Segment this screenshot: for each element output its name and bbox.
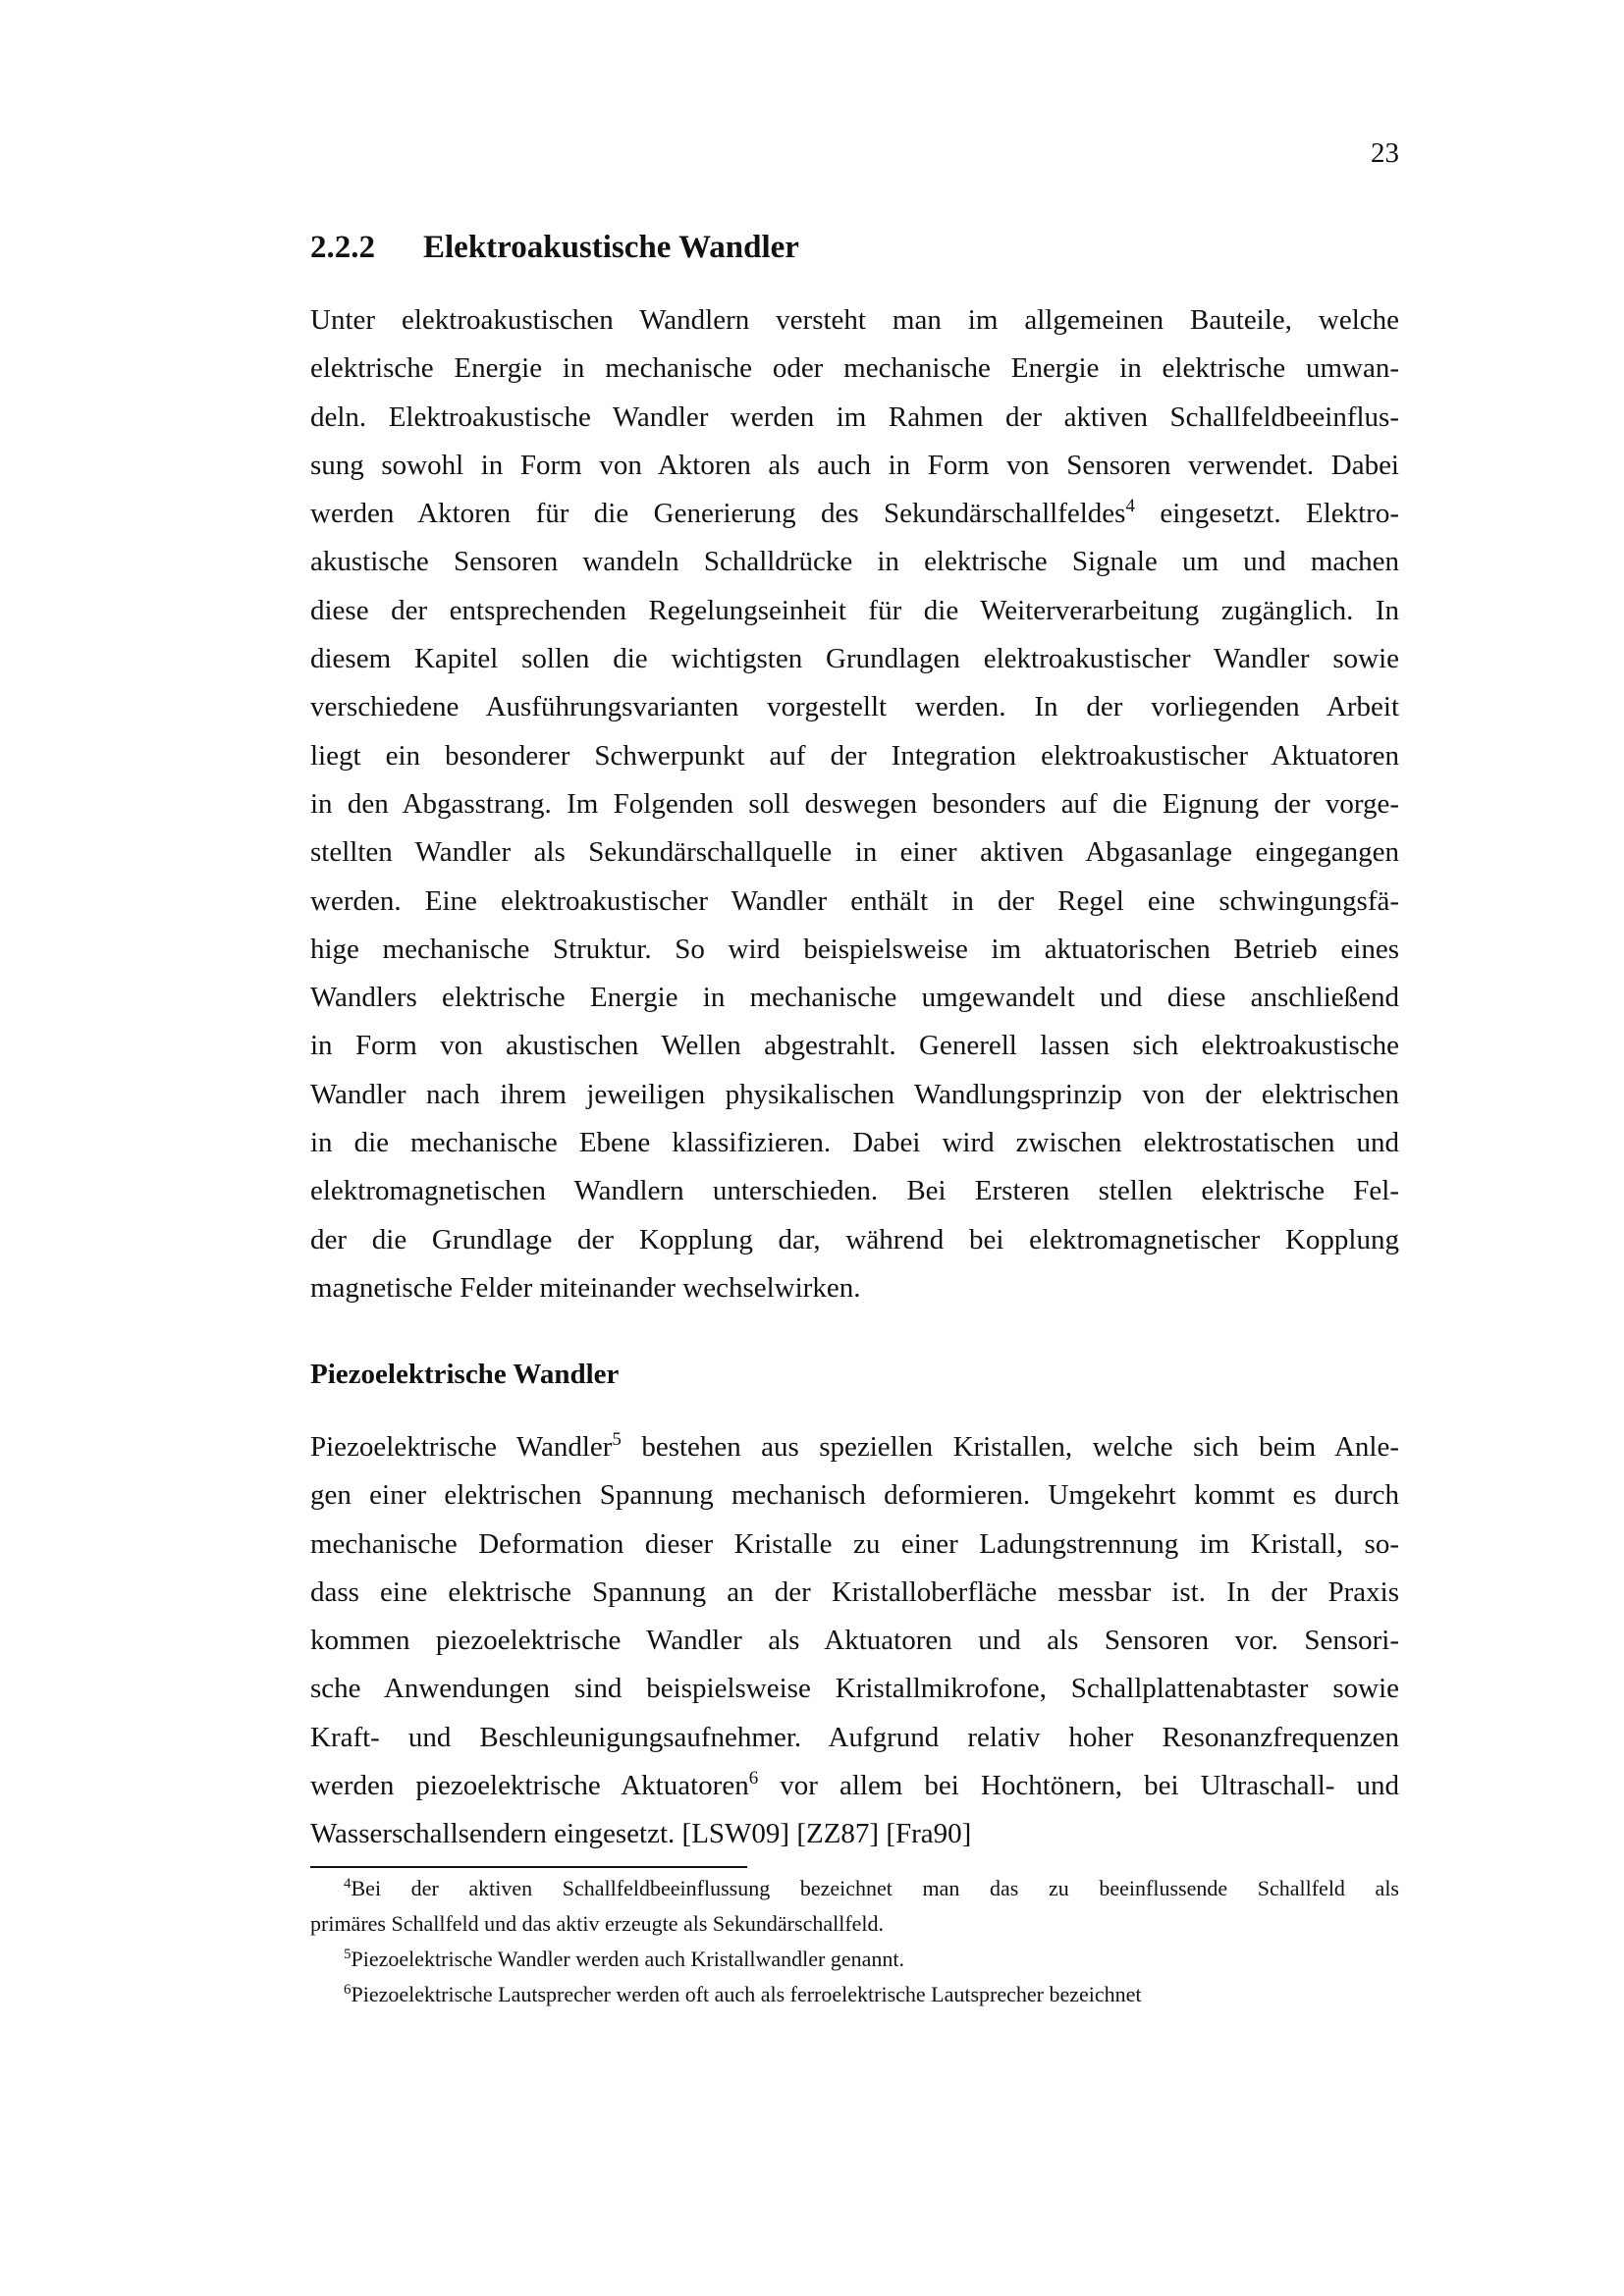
text-run: Bei der aktiven Schallfeldbeeinflussung bezeichnet man das zu beeinflussende Schallfeld als — [351, 1876, 1399, 1900]
text-line — [310, 1167, 1399, 1215]
section-number: 2.2.2 — [310, 230, 375, 265]
text-run: gen einer elektrischen Spannung mechanisch deformieren. Umgekehrt kommt es durch — [310, 1479, 1399, 1512]
text-run: werden. Eine elektroakustischer Wandler enthält in der Regel eine schwingungsfä- — [310, 884, 1399, 917]
text-run: Wandler nach ihrem jeweiligen physikalischen Wandlungsprinzip von der elektrischen — [310, 1078, 1399, 1110]
text-line — [310, 635, 1399, 683]
text-line — [310, 828, 1399, 877]
text-line — [310, 490, 1399, 538]
text-run: sung sowohl in Form von Aktoren als auch in Form von Sensoren verwendet. Dabei — [310, 449, 1399, 481]
text-line — [310, 442, 1399, 490]
text-run: diese der entsprechenden Regelungseinheit für die Weiterverarbeitung zugänglich. In — [310, 594, 1399, 626]
text-line — [310, 878, 1399, 926]
text-run: diesem Kapitel sollen die wichtigsten Grundlagen elektroakustischer Wandler sowie — [310, 643, 1399, 675]
paragraph-piezo — [310, 1423, 1399, 1859]
text-line — [310, 1071, 1399, 1119]
footnote-marker: 4 — [344, 1876, 352, 1892]
text-run: liegt ein besonderer Schwerpunkt auf der Integration elektroakustischer Aktuatoren — [310, 739, 1399, 772]
text-run: stellten Wandler als Sekundärschallquelle in einer aktiven Abgasanlage eingegangen — [310, 836, 1399, 869]
text-run: bestehen aus speziellen Kristallen, welche sich beim Anle- — [621, 1431, 1399, 1463]
footnote-line — [310, 1871, 1399, 1906]
text-line — [310, 732, 1399, 780]
text-line — [310, 1521, 1399, 1569]
text-line — [310, 1264, 1399, 1312]
text-line — [310, 1423, 1399, 1471]
text-line — [310, 1810, 1399, 1858]
footnote-marker: 6 — [344, 1982, 352, 1998]
text-run: in den Abgasstrang. Im Folgenden soll deswegen besonders auf die Eignung der vorge- — [310, 787, 1399, 820]
text-run: Wasserschallsendern eingesetzt. [LSW09] [ZZ87] [Fra90] — [310, 1818, 972, 1850]
text-line — [310, 780, 1399, 828]
text-line — [310, 345, 1399, 393]
footnote-line — [310, 1977, 1399, 2012]
text-line — [310, 1022, 1399, 1070]
text-run: Wandlers elektrische Energie in mechanische umgewandelt und diese anschließend — [310, 982, 1399, 1014]
text-run: hige mechanische Struktur. So wird beispielsweise im aktuatorischen Betrieb eines — [310, 933, 1399, 965]
text-run: eingesetzt. Elektro- — [1134, 498, 1399, 530]
text-run: in Form von akustischen Wellen abgestrahlt. Generell lassen sich elektroakustische — [310, 1030, 1399, 1062]
footnote-line — [310, 1906, 1399, 1942]
text-run: primäres Schallfeld und das aktiv erzeugte als Sekundärschallfeld. — [310, 1911, 885, 1936]
text-line — [310, 1216, 1399, 1264]
text-line — [310, 1617, 1399, 1665]
text-line — [310, 538, 1399, 586]
text-run: Kraft- und Beschleunigungsaufnehmer. Aufgrund relativ hoher Resonanzfrequenzen — [310, 1721, 1399, 1753]
text-line — [310, 1569, 1399, 1617]
paragraph-intro — [310, 296, 1399, 1312]
subsection-heading: Piezoelektrische Wandler — [310, 1359, 620, 1390]
text-line — [310, 1665, 1399, 1713]
text-line — [310, 1762, 1399, 1810]
text-run: mechanische Deformation dieser Kristalle zu einer Ladungstrennung im Kristall, so- — [310, 1527, 1399, 1560]
text-run: elektromagnetischen Wandlern unterschieden. Bei Ersteren stellen elektrische Fel- — [310, 1175, 1399, 1207]
text-line — [310, 974, 1399, 1022]
text-run: vor allem bei Hochtönern, bei Ultraschall- und — [758, 1770, 1399, 1802]
footnote-separator — [310, 1866, 747, 1868]
text-run: Piezoelektrische Wandler — [310, 1431, 613, 1463]
text-line — [310, 296, 1399, 345]
text-run: dass eine elektrische Spannung an der Kristalloberfläche messbar ist. In der Praxis — [310, 1575, 1399, 1608]
text-run: akustische Sensoren wandeln Schalldrücke in elektrische Signale um und machen — [310, 546, 1399, 578]
section-heading — [310, 230, 799, 266]
text-line — [310, 926, 1399, 974]
footnote-marker: 5 — [344, 1947, 352, 1962]
text-run: Piezoelektrische Lautsprecher werden oft auch als ferroelektrische Lautsprecher bezeichnet — [351, 1982, 1142, 2006]
page-number: 23 — [1371, 137, 1399, 169]
text-run: Piezoelektrische Wandler werden auch Kristallwandler genannt. — [351, 1947, 904, 1971]
text-run: kommen piezoelektrische Wandler als Aktuatoren und als Sensoren vor. Sensori- — [310, 1625, 1399, 1657]
footnote-marker: 5 — [612, 1429, 622, 1450]
text-run: in die mechanische Ebene klassifizieren. Dabei wird zwischen elektrostatischen und — [310, 1127, 1399, 1159]
text-line — [310, 587, 1399, 635]
text-run: werden piezoelektrische Aktuatoren — [310, 1770, 749, 1802]
footnote-marker: 4 — [1125, 496, 1135, 517]
text-run: Unter elektroakustischen Wandlern versteht man im allgemeinen Bauteile, welche — [310, 304, 1399, 336]
text-run: werden Aktoren für die Generierung des Sekundärschallfeldes — [310, 498, 1126, 530]
text-line — [310, 1471, 1399, 1520]
text-run: magnetische Felder miteinander wechselwirken. — [310, 1271, 861, 1304]
text-line — [310, 683, 1399, 731]
text-run: elektrische Energie in mechanische oder mechanische Energie in elektrische umwan- — [310, 352, 1399, 385]
text-run: deln. Elektroakustische Wandler werden im Rahmen der aktiven Schallfeldbeeinflus- — [310, 400, 1399, 433]
text-run: verschiedene Ausführungsvarianten vorgestellt werden. In der vorliegenden Arbeit — [310, 691, 1399, 723]
text-line — [310, 1714, 1399, 1762]
text-run: der die Grundlage der Kopplung dar, während bei elektromagnetischer Kopplung — [310, 1223, 1399, 1255]
footnote-marker: 6 — [748, 1768, 759, 1789]
section-title: Elektroakustische Wandler — [423, 230, 799, 265]
text-line — [310, 1119, 1399, 1167]
text-run: sche Anwendungen sind beispielsweise Kristallmikrofone, Schallplattenabtaster sowie — [310, 1673, 1399, 1705]
text-line — [310, 394, 1399, 442]
footnotes — [310, 1871, 1399, 2012]
footnote-line — [310, 1942, 1399, 1977]
